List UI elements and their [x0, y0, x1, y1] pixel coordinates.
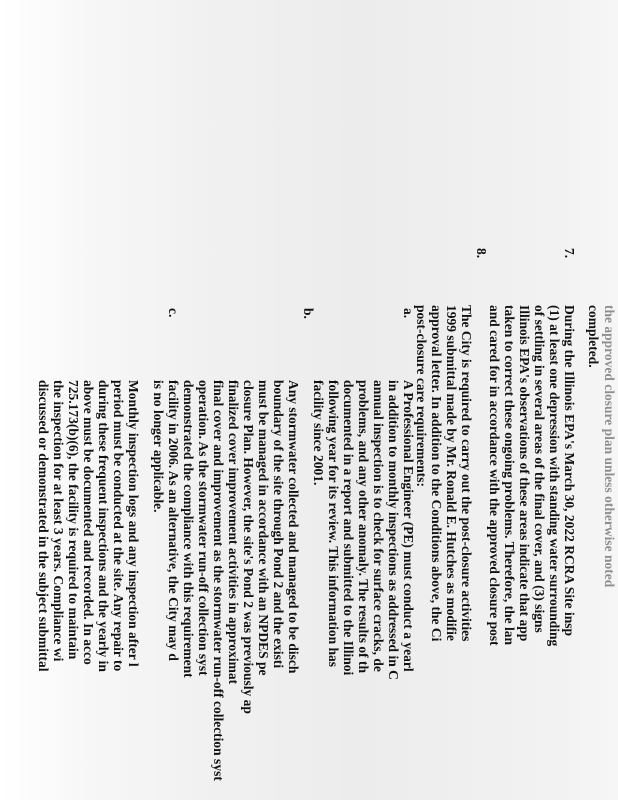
sub-item-b-line: demonstrated the compliance with this requirement [181, 380, 196, 678]
sub-item-b-line: facility in 2006. As an alternative, the City may d [166, 380, 181, 661]
item-7-line: During the Illinois EPA's March 30, 2022 RCRA Site insp [562, 305, 577, 637]
sub-item-a-line: A Professional Engineer (PE) must conduct a yearl [401, 380, 416, 672]
sub-item-a-line: documented in a report and submitted to the Illinoi [341, 380, 356, 676]
sub-item-c-line: the inspection for at least 3 years. Compliance wi [51, 380, 66, 662]
sub-item-b-line: must be managed in accordance with an NPDES pe [256, 380, 271, 676]
sub-item-a-line: problems, and any other anomaly. The results of th [356, 380, 371, 674]
sub-item-c-line: 725.173(b)(6), the facility is required to maintain [66, 380, 81, 660]
sub-item-a-line: in addition to monthly inspections as addressed in C [386, 380, 401, 680]
sub-item-a-line: annual inspection is to check for surface cracks, de [371, 380, 386, 672]
item-7-line: of settling in several areas of the final cover, and (3) signs [532, 305, 547, 633]
sub-item-b-line: boundary of the site through Pond 2 and the existi [271, 380, 286, 669]
sub-item-c-line: Monthly inspection logs and any inspection after l [126, 380, 141, 667]
sub-item-c-marker: c. [166, 308, 181, 318]
sub-item-c-line: discussed or demonstrated in the subject submittal [36, 380, 51, 672]
sub-item-b-marker: b. [301, 308, 316, 319]
item-7-number: 7. [562, 248, 577, 259]
sub-item-b-line: Any stormwater collected and managed to be disch [286, 380, 301, 674]
sub-item-b-line: is no longer applicable. [151, 380, 166, 513]
sub-item-b-line: operation. As the stormwater run-off collection syst [196, 380, 211, 676]
item-7-line: and cared for in accordance with the approved closure post [487, 305, 502, 646]
cut-off-line: the approved closure plan unless otherwise noted [602, 305, 617, 588]
sub-item-b-line: final cover and improvement as the stormwater run-off collection syst [211, 380, 226, 781]
sub-item-c-line: above must be documented and recorded. In acco [81, 380, 96, 665]
item-8-line: approval letter. In addition to the Conditions above, the Ci [429, 305, 444, 642]
item-8-number: 8. [474, 248, 489, 259]
item-7-line: taken to correct these ongoing problems. Therefore, the lan [502, 305, 517, 645]
item-8-line: post-closure care requirements: [414, 305, 429, 487]
item-7-line: (1) at least one depression with standing water surrounding [547, 305, 562, 647]
item-8-line: 1999 submittal made by Mr. Ronald E. Hutches as modifie [444, 305, 459, 641]
sub-item-a-line: following year for its review. This information has [326, 380, 341, 668]
sub-item-a-marker: a. [401, 308, 416, 319]
sub-item-b-line: closure Plan. However, the site's Pond 2 was previously ap [241, 380, 256, 714]
sub-item-c-line: period must be conducted at the site. Any repair to [111, 380, 126, 672]
completed-text: completed. [586, 305, 601, 368]
item-7-line: Illinois EPA's observations of these areas indicate that app [517, 305, 532, 642]
sub-item-a-line: facility since 2001. [311, 380, 326, 486]
sub-item-c-line: during these frequent inspections and the yearly in [96, 380, 111, 672]
sub-item-b-line: finalized cover improvement activities in approximat [226, 380, 241, 685]
item-8-line: The City is required to carry out the post-closure activities [459, 305, 474, 642]
